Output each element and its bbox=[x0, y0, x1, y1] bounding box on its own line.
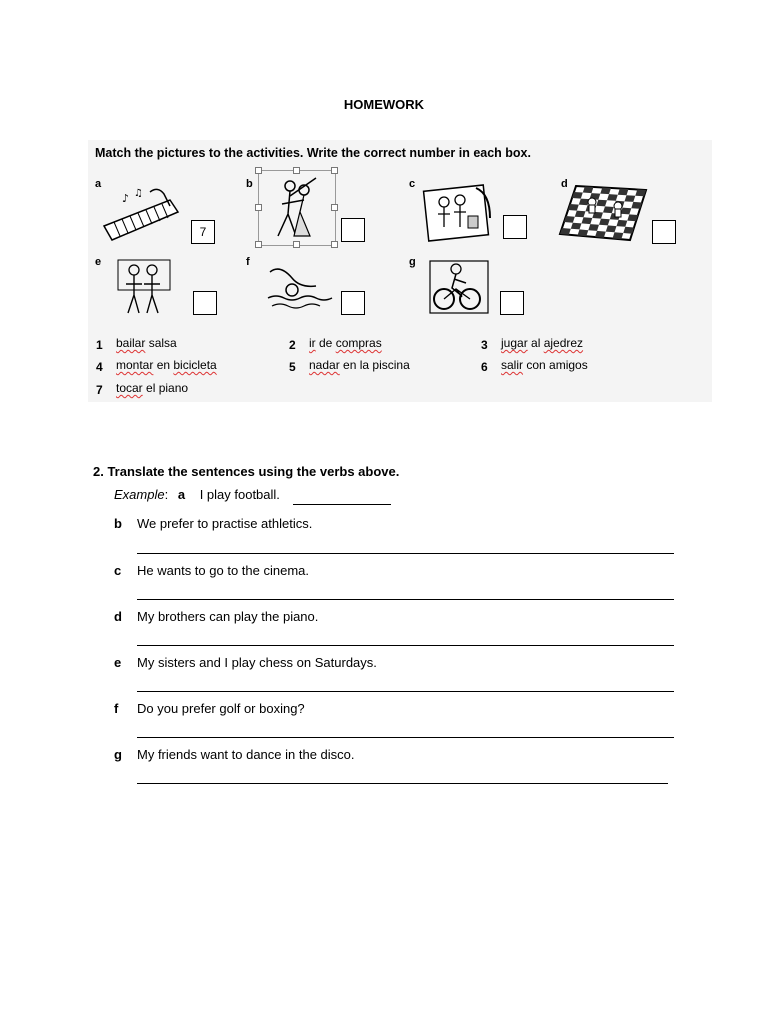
question-letter: g bbox=[114, 747, 122, 762]
answer-line[interactable] bbox=[137, 691, 674, 692]
svg-text:♪: ♪ bbox=[122, 192, 130, 205]
answer-box-a[interactable]: 7 bbox=[191, 220, 215, 244]
activity-number: 6 bbox=[481, 360, 488, 374]
answer-line[interactable] bbox=[137, 737, 674, 738]
friends-walking-icon bbox=[110, 258, 176, 316]
swimmer-icon bbox=[266, 262, 334, 312]
question-sentence: My friends want to dance in the disco. bbox=[137, 747, 355, 762]
answer-line[interactable] bbox=[137, 783, 668, 784]
activity-number: 5 bbox=[289, 360, 296, 374]
svg-text:♫: ♫ bbox=[134, 188, 143, 199]
question-sentence: We prefer to practise athletics. bbox=[137, 516, 313, 531]
salsa-dancers-icon bbox=[264, 174, 330, 242]
picture-label-a: a bbox=[95, 178, 102, 190]
picture-label-b: b bbox=[246, 178, 253, 190]
question-sentence: My sisters and I play chess on Saturdays. bbox=[137, 655, 377, 670]
question-letter: d bbox=[114, 609, 122, 624]
example-sentence: I play football. bbox=[199, 487, 280, 502]
shopping-people-icon bbox=[420, 182, 496, 242]
activity-item bbox=[481, 358, 588, 376]
activity-item bbox=[96, 358, 217, 376]
chessboard-icon bbox=[558, 184, 648, 242]
question-letter: b bbox=[114, 516, 122, 531]
question-letter: f bbox=[114, 701, 119, 716]
activity-label: nadar en la piscina bbox=[309, 358, 410, 372]
answer-box-c[interactable] bbox=[503, 215, 527, 239]
example-row: Example: a I play football. bbox=[114, 487, 280, 502]
example-letter: a bbox=[177, 487, 186, 502]
question-sentence: Do you prefer golf or boxing? bbox=[137, 701, 305, 716]
question-sentence: My brothers can play the piano. bbox=[137, 609, 319, 624]
answer-line[interactable] bbox=[137, 553, 674, 554]
activity-label: bailar salsa bbox=[116, 336, 177, 350]
activity-label: tocar el piano bbox=[116, 381, 189, 395]
activity-number: 3 bbox=[481, 338, 488, 352]
picture-label-c: c bbox=[409, 178, 416, 190]
exercise2-title: 2. Translate the sentences using the verbs above. bbox=[93, 464, 400, 479]
activity-label: jugar al ajedrez bbox=[501, 336, 584, 350]
question-letter: e bbox=[114, 655, 122, 670]
answer-line[interactable] bbox=[137, 599, 674, 600]
activity-label: montar en bicicleta bbox=[116, 358, 217, 372]
answer-box-b[interactable] bbox=[341, 218, 365, 242]
answer-box-e[interactable] bbox=[193, 291, 217, 315]
picture-label-g: g bbox=[409, 256, 416, 268]
activity-item bbox=[289, 336, 382, 354]
activity-label: salir con amigos bbox=[501, 358, 588, 372]
activity-item bbox=[96, 381, 189, 399]
answer-line[interactable] bbox=[137, 645, 674, 646]
answer-box-d[interactable] bbox=[652, 220, 676, 244]
piano-keyboard-icon bbox=[100, 182, 182, 244]
picture-label-e: e bbox=[95, 256, 102, 268]
page-title: HOMEWORK bbox=[343, 97, 425, 112]
picture-label-f: f bbox=[246, 256, 250, 268]
activity-number: 2 bbox=[289, 338, 296, 352]
question-letter: c bbox=[114, 563, 122, 578]
activity-item bbox=[96, 336, 177, 354]
example-answer-line[interactable] bbox=[293, 504, 391, 505]
answer-box-g[interactable] bbox=[500, 291, 524, 315]
question-sentence: He wants to go to the cinema. bbox=[137, 563, 309, 578]
activity-item bbox=[481, 336, 584, 354]
exercise1-instruction: Match the pictures to the activities. Write the correct number in each box. bbox=[95, 146, 531, 160]
activity-number: 1 bbox=[96, 338, 103, 352]
picture-label-d: d bbox=[561, 178, 568, 190]
activity-item bbox=[289, 358, 410, 376]
example-label: Example bbox=[114, 487, 165, 502]
answer-box-f[interactable] bbox=[341, 291, 365, 315]
activity-label: ir de compras bbox=[309, 336, 382, 350]
cyclist-icon bbox=[428, 257, 492, 317]
activity-number: 7 bbox=[96, 383, 103, 397]
activity-number: 4 bbox=[96, 360, 103, 374]
